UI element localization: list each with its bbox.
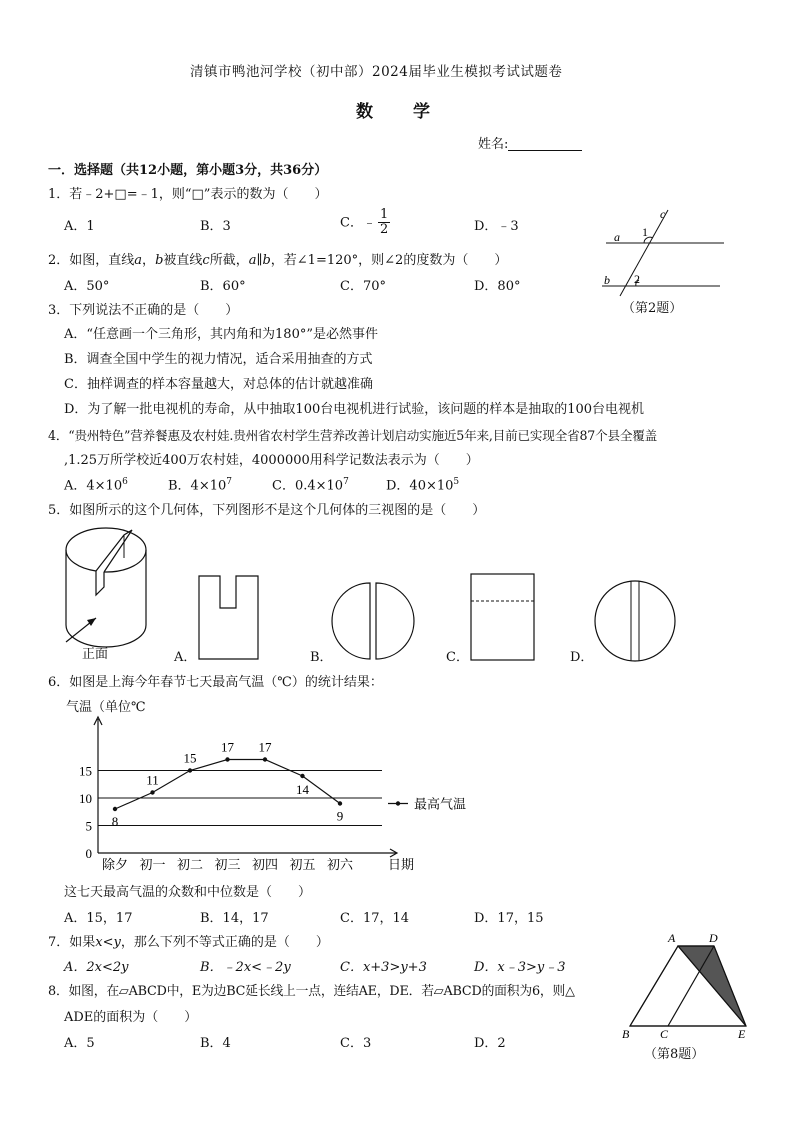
- y-tick-label: 15: [79, 763, 92, 779]
- q4-option-a[interactable]: A．$4\times 10^6$: [64, 477, 128, 494]
- q1-stem: 1．若﹣2+□=﹣1，则“□”表示的数为（ ）: [48, 187, 328, 202]
- q4-option-b[interactable]: B．$4\times 10^7$: [168, 477, 232, 494]
- data-point: [188, 768, 192, 772]
- q2-figure-caption: （第2题）: [622, 301, 683, 316]
- x-tick-label: 初三: [214, 858, 241, 873]
- legend-marker: [396, 801, 400, 805]
- q2-option-b[interactable]: B．60°: [200, 279, 246, 294]
- data-label: 8: [111, 814, 119, 829]
- q8-option-b[interactable]: B．4: [200, 1036, 231, 1051]
- q6-option-d[interactable]: D．17，15: [474, 911, 544, 926]
- q8-stem-line1: 8．如图，在▱ABCD中，E为边BC延长线上一点，连结AE，DE．若▱ABCD的面积为6，则△: [48, 984, 575, 999]
- data-point: [225, 757, 229, 761]
- x-tick-label: 初五: [289, 858, 316, 873]
- q6-option-b[interactable]: B．14，17: [200, 911, 269, 926]
- q1-option-b[interactable]: B．3: [200, 219, 231, 234]
- q4-stem-line1: 4．“贵州特色”营养餐惠及农村娃.贵州省农村学生营养改善计划启动实施近5年来,目前已实现全省87个县全覆盖: [48, 428, 658, 443]
- y-tick-label: 5: [85, 818, 92, 834]
- q4-option-c[interactable]: C．$0.4\times 10^7$: [272, 477, 349, 494]
- q8-option-a[interactable]: A．5: [64, 1036, 95, 1051]
- q4-stem-line2: ,1.25万所学校近400万农村娃，4000000用科学记数法表示为（ ）: [64, 453, 479, 468]
- q6-option-a[interactable]: A．15，17: [64, 911, 133, 926]
- q7-option-a[interactable]: A．2x<2y: [64, 960, 129, 975]
- data-point: [113, 807, 117, 811]
- temperature-line-chart: [60, 715, 480, 875]
- name-blank[interactable]: [508, 138, 582, 151]
- name-field-area: [478, 138, 582, 151]
- q5-front-label: 正面: [82, 647, 109, 662]
- q5-view-d: [594, 580, 678, 664]
- q2-option-d[interactable]: D．80°: [474, 279, 521, 294]
- q2-figure: [596, 206, 726, 296]
- data-label: 11: [146, 772, 159, 788]
- q7-option-b[interactable]: B．﹣2x<﹣2y: [200, 960, 291, 975]
- data-point: [263, 757, 267, 761]
- data-label: 14: [296, 782, 309, 797]
- x-tick-label: 初四: [251, 858, 279, 873]
- q6-stem: 6．如图是上海今年春节七天最高气温（℃）的统计结果：: [48, 675, 383, 690]
- label-c: c: [660, 207, 666, 221]
- q7-stem: 7．如果x<y，那么下列不等式正确的是（ ）: [48, 935, 329, 950]
- q5-option-c[interactable]: C．: [446, 650, 469, 665]
- q3-stem: 3．下列说法不正确的是（ ）: [48, 303, 239, 318]
- data-point: [150, 790, 154, 794]
- q5-stem: 5．如图所示的这个几何体，下列图形不是这个几何体的三视图的是（ ）: [48, 503, 486, 518]
- label-1: 1: [642, 225, 648, 239]
- label-B: B: [622, 1027, 630, 1041]
- label-b: b: [604, 273, 610, 287]
- section-title: 一．选择题（共12小题，第小题3分，共36分）: [48, 163, 328, 178]
- q5-view-a: [198, 575, 262, 661]
- label-a: a: [614, 230, 620, 244]
- q5-view-b: [334, 582, 414, 662]
- q8-stem-line2: ADE的面积为（ ）: [64, 1010, 198, 1025]
- q8-option-d[interactable]: D．2: [474, 1036, 506, 1051]
- data-label: 17: [258, 739, 272, 755]
- data-point: [338, 801, 342, 805]
- q5-option-d[interactable]: D．: [570, 650, 594, 665]
- q1-option-c[interactable]: C．﹣ $\frac{1}{2}$: [340, 207, 389, 238]
- y-tick-label: 0: [85, 846, 92, 861]
- label-A: A: [668, 931, 676, 945]
- chart-ylabel: 气温（单位℃: [66, 700, 146, 715]
- q7-option-d[interactable]: D．x﹣3>y﹣3: [474, 960, 566, 975]
- label-2: 2: [634, 272, 640, 286]
- data-point: [300, 774, 304, 778]
- name-label: 姓名:: [478, 137, 509, 152]
- subject-title: 数 学: [356, 102, 432, 122]
- label-C: C: [660, 1027, 669, 1041]
- q5-view-c: [470, 573, 536, 663]
- data-label: 15: [183, 750, 197, 766]
- q5-option-b[interactable]: B．: [310, 650, 333, 665]
- q8-option-c[interactable]: C．3: [340, 1036, 372, 1051]
- q6-option-c[interactable]: C．17，14: [340, 911, 410, 926]
- q3-option-a[interactable]: A．“任意画一个三角形，其内角和为180°”是必然事件: [64, 327, 378, 342]
- q7-option-c[interactable]: C．x+3>y+3: [340, 960, 427, 975]
- legend-label: 最高气温: [414, 797, 467, 813]
- q8-parallelogram-figure: [618, 928, 758, 1043]
- x-axis-label: 日期: [388, 858, 415, 873]
- q5-solid-figure: [56, 520, 176, 650]
- q3-option-d[interactable]: D．为了解一批电视机的寿命，从中抽取100台电视机进行试验，该问题的样本是抽取的100台电视机: [64, 402, 645, 417]
- y-tick-label: 10: [79, 791, 92, 806]
- q1-option-a[interactable]: A．1: [64, 219, 95, 234]
- q6-question: 这七天最高气温的众数和中位数是（ ）: [64, 885, 312, 900]
- q5-option-a[interactable]: A．: [174, 650, 197, 665]
- x-tick-label: 初六: [326, 858, 354, 873]
- x-tick-label: 初二: [176, 858, 204, 873]
- label-E: E: [738, 1027, 746, 1041]
- q3-option-c[interactable]: C．抽样调查的样本容量越大，对总体的估计就越准确: [64, 377, 373, 392]
- x-tick-label: 初一: [139, 858, 166, 873]
- label-D: D: [709, 931, 718, 945]
- data-label: 9: [336, 808, 344, 824]
- exam-title: 清镇市鸭池河学校（初中部）2024届毕业生模拟考试试题卷: [190, 64, 563, 80]
- q4-option-d[interactable]: D．$40\times 10^5$: [386, 477, 460, 494]
- q1-option-d[interactable]: D．﹣3: [474, 219, 519, 234]
- x-tick-label: 除夕: [101, 858, 129, 873]
- q8-figure-caption: （第8题）: [644, 1047, 705, 1062]
- data-label: 17: [221, 739, 234, 755]
- q2-stem: 2．如图，直线a，b被直线c所截，a∥b，若∠1=120°，则∠2的度数为（ ）: [48, 253, 508, 268]
- fraction: $\frac{1}{2}$: [379, 207, 389, 238]
- q2-option-c[interactable]: C．70°: [340, 279, 386, 294]
- q3-option-b[interactable]: B．调查全国中学生的视力情况，适合采用抽查的方式: [64, 352, 373, 367]
- q2-option-a[interactable]: A．50°: [64, 279, 110, 294]
